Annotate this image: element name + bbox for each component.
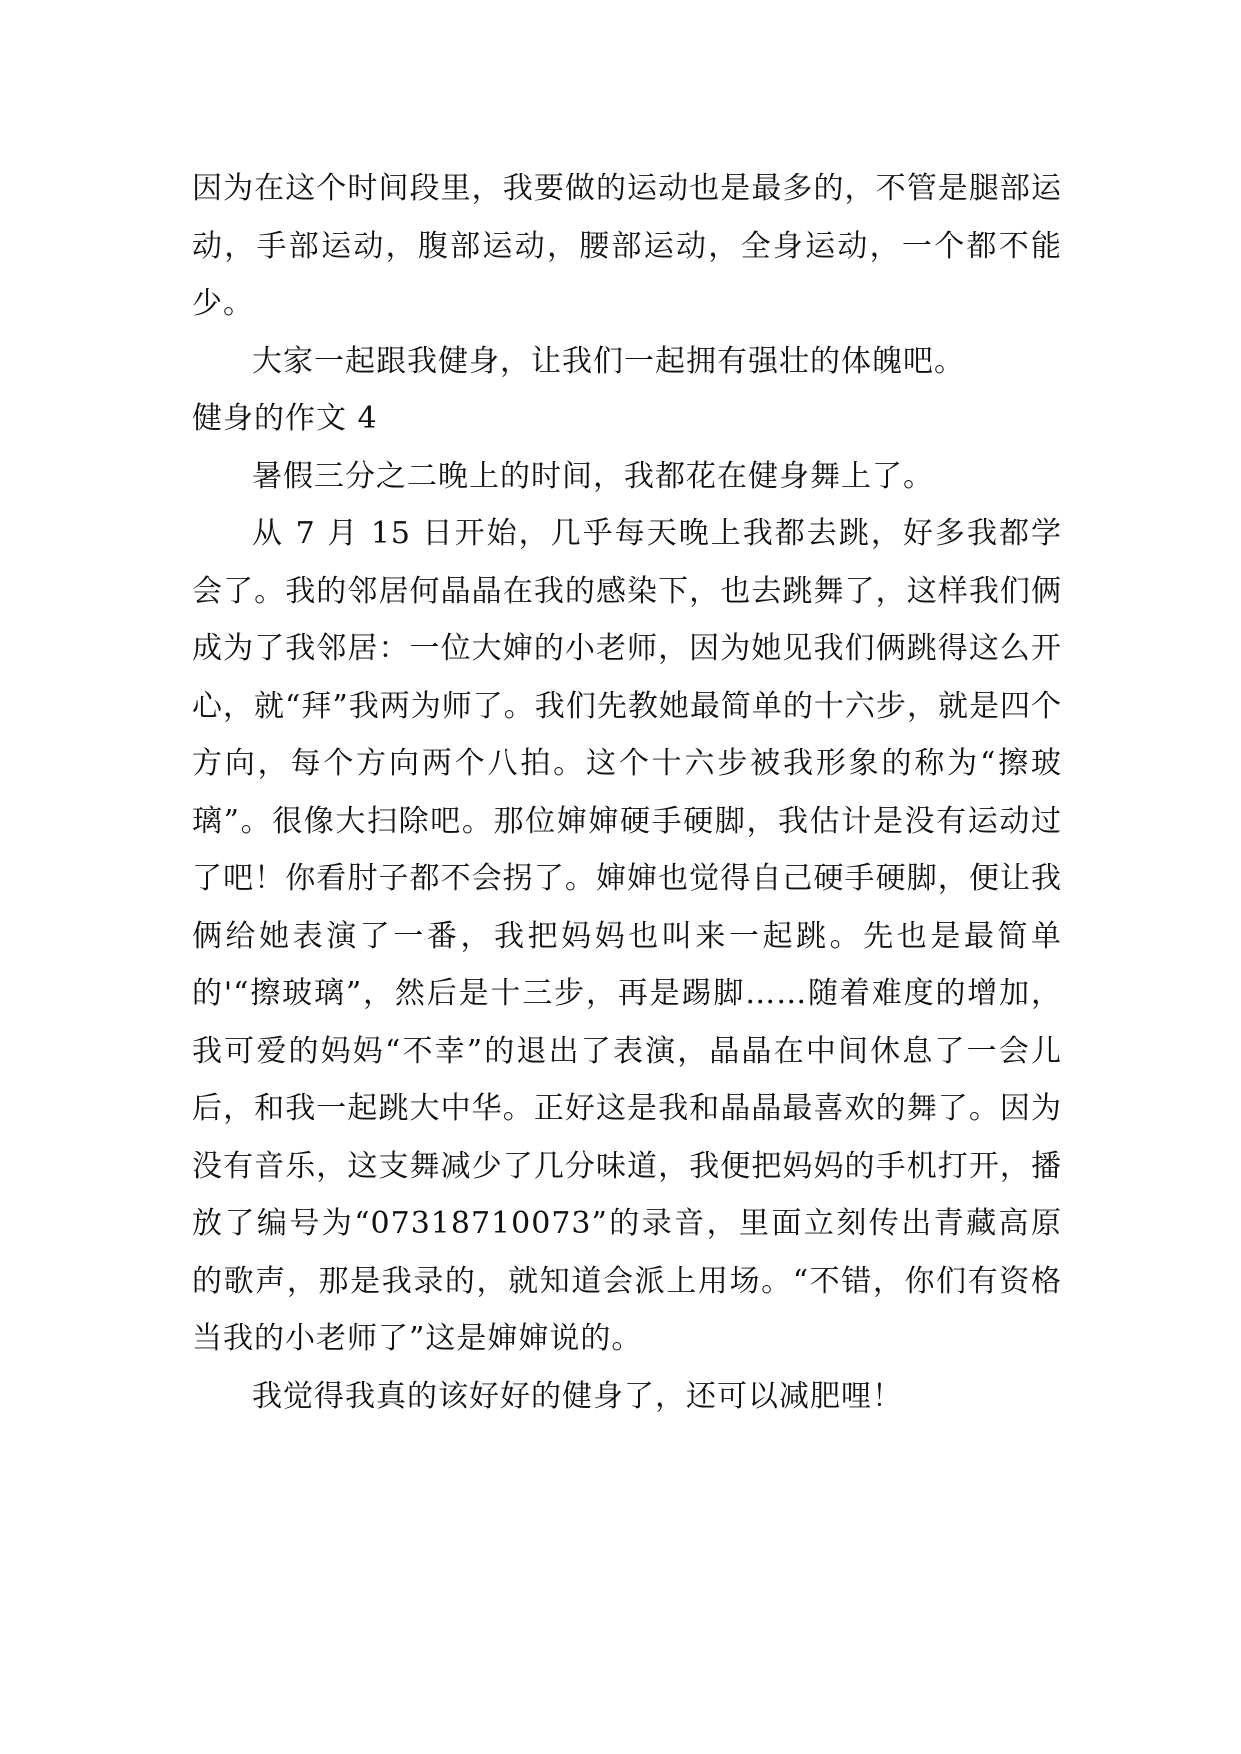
paragraph-conclusion: 我觉得我真的该好好的健身了，还可以减肥哩！ [252,1378,903,1414]
document-body [192,160,1062,1425]
paragraph-intro: 暑假三分之二晚上的时间，我都花在健身舞上了。 [252,458,934,494]
paragraph-main: 从 7 月 15 日开始，几乎每天晚上我都去跳，好多我都学会了。我的邻居何晶晶在我的感染下，也去跳舞了，这样我们俩成为了我邻居：一位大婶的小老师，因为她见我们俩跳得这么开心，就“拜”我两为师了。我们先教她最简单的十六步，就是四个方向，每个方向两个八拍。这个十六步被我形象的称为“擦玻璃”。很像大扫除吧。那位婶婶硬手硬脚，我估计是没有运动过了吧！你看肘子都不会拐了。婶婶也觉得自己硬手硬脚，便让我俩给她表演了一番，我把妈妈也叫来一起跳。先也是最简单的'“擦玻璃”，然后是十三步，再是踢脚……随着难度的增加，我可爱的妈妈“不幸”的退出了表演，晶晶在中间休息了一会儿后，和我一起跳大中华。正好这是我和晶晶最喜欢的舞了。因为没有音乐，这支舞减少了几分味道，我便把妈妈的手机打开，播放了编号为“07318710073”的录音，里面立刻传出青藏高原的歌声，那是我录的，就知道会派上用场。“不错，你们有资格当我的小老师了”这是婶婶说的。 [192,516,1062,1356]
paragraph-continuation: 因为在这个时间段里，我要做的运动也是最多的，不管是腿部运动，手部运动，腹部运动，腰部运动，全身运动，一个都不能少。 [192,171,1062,321]
paragraph-closing: 大家一起跟我健身，让我们一起拥有强壮的体魄吧。 [252,343,965,379]
section-heading: 健身的作文 4 [192,401,378,436]
